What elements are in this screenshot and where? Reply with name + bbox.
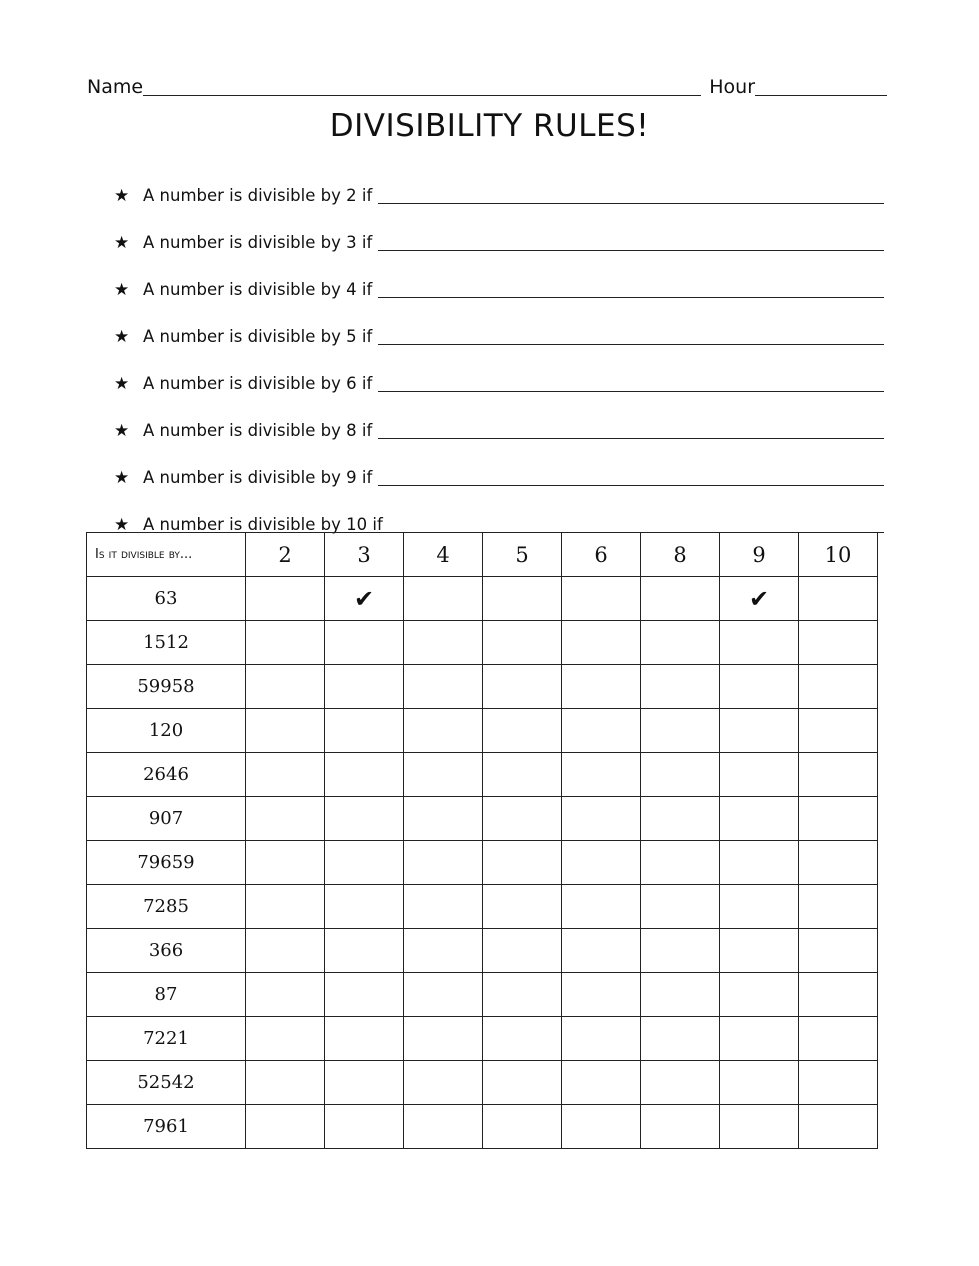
answer-cell[interactable] bbox=[325, 665, 404, 709]
answer-cell[interactable] bbox=[720, 753, 799, 797]
answer-cell[interactable] bbox=[799, 577, 878, 621]
row-number: 79659 bbox=[87, 841, 246, 885]
table-row bbox=[87, 665, 878, 709]
answer-cell[interactable] bbox=[246, 665, 325, 709]
answer-cell[interactable] bbox=[799, 621, 878, 665]
answer-cell[interactable] bbox=[641, 577, 720, 621]
answer-cell[interactable] bbox=[325, 1061, 404, 1105]
star-icon: ★ bbox=[114, 515, 130, 535]
rule-text: A number is divisible by 6 if bbox=[143, 374, 373, 393]
answer-cell[interactable] bbox=[641, 929, 720, 973]
answer-cell[interactable] bbox=[720, 841, 799, 885]
answer-cell[interactable] bbox=[246, 1105, 325, 1149]
answer-cell[interactable] bbox=[483, 797, 562, 841]
answer-cell[interactable] bbox=[404, 1105, 483, 1149]
answer-cell[interactable] bbox=[562, 1061, 641, 1105]
answer-cell[interactable] bbox=[799, 753, 878, 797]
hour-field[interactable] bbox=[755, 95, 887, 96]
answer-cell[interactable] bbox=[562, 577, 641, 621]
row-number: 366 bbox=[87, 929, 246, 973]
answer-cell[interactable] bbox=[325, 621, 404, 665]
answer-cell[interactable] bbox=[562, 621, 641, 665]
answer-cell[interactable] bbox=[562, 1017, 641, 1061]
answer-cell[interactable] bbox=[641, 753, 720, 797]
answer-cell[interactable] bbox=[483, 1017, 562, 1061]
answer-cell[interactable] bbox=[246, 797, 325, 841]
star-icon: ★ bbox=[114, 186, 130, 206]
answer-cell[interactable] bbox=[720, 1017, 799, 1061]
answer-cell[interactable] bbox=[720, 1105, 799, 1149]
table-row bbox=[87, 973, 878, 1017]
answer-cell[interactable] bbox=[246, 929, 325, 973]
answer-cell[interactable] bbox=[720, 577, 799, 621]
answer-cell[interactable] bbox=[799, 709, 878, 753]
rule-answer-blank[interactable] bbox=[378, 391, 884, 392]
answer-cell[interactable] bbox=[641, 665, 720, 709]
rule-text: A number is divisible by 3 if bbox=[143, 233, 373, 252]
answer-cell[interactable] bbox=[404, 665, 483, 709]
rule-item bbox=[114, 160, 884, 207]
answer-cell[interactable] bbox=[641, 709, 720, 753]
answer-cell[interactable] bbox=[404, 885, 483, 929]
answer-cell[interactable] bbox=[325, 929, 404, 973]
row-number: 59958 bbox=[87, 665, 246, 709]
answer-cell[interactable] bbox=[641, 797, 720, 841]
name-field[interactable] bbox=[143, 95, 701, 96]
answer-cell[interactable] bbox=[562, 929, 641, 973]
answer-cell[interactable] bbox=[404, 621, 483, 665]
answer-cell[interactable] bbox=[483, 577, 562, 621]
answer-cell[interactable] bbox=[720, 1061, 799, 1105]
answer-cell[interactable] bbox=[246, 709, 325, 753]
answer-cell[interactable] bbox=[404, 577, 483, 621]
table-row bbox=[87, 621, 878, 665]
answer-cell[interactable] bbox=[641, 1017, 720, 1061]
answer-cell[interactable] bbox=[562, 709, 641, 753]
row-number: 7285 bbox=[87, 885, 246, 929]
answer-cell[interactable] bbox=[720, 797, 799, 841]
divisor-header: 5 bbox=[483, 533, 562, 577]
answer-cell[interactable] bbox=[404, 929, 483, 973]
answer-cell[interactable] bbox=[483, 1105, 562, 1149]
answer-cell[interactable] bbox=[325, 577, 404, 621]
answer-cell[interactable] bbox=[246, 973, 325, 1017]
answer-cell[interactable] bbox=[641, 885, 720, 929]
rule-text: A number is divisible by 8 if bbox=[143, 421, 373, 440]
row-number: 87 bbox=[87, 973, 246, 1017]
answer-cell[interactable] bbox=[483, 885, 562, 929]
answer-cell[interactable] bbox=[325, 841, 404, 885]
answer-cell[interactable] bbox=[562, 665, 641, 709]
rule-answer-blank[interactable] bbox=[378, 203, 884, 204]
answer-cell[interactable] bbox=[483, 665, 562, 709]
divisor-header: 2 bbox=[246, 533, 325, 577]
answer-cell[interactable] bbox=[562, 1105, 641, 1149]
rule-item bbox=[114, 254, 884, 301]
answer-cell[interactable] bbox=[641, 1105, 720, 1149]
divisor-header: 8 bbox=[641, 533, 720, 577]
answer-cell[interactable] bbox=[720, 621, 799, 665]
rule-item bbox=[114, 442, 884, 489]
answer-cell[interactable] bbox=[562, 797, 641, 841]
divisor-header: 4 bbox=[404, 533, 483, 577]
rule-item bbox=[114, 301, 884, 348]
table-row bbox=[87, 1105, 878, 1149]
rule-item bbox=[114, 489, 884, 536]
answer-cell[interactable] bbox=[325, 885, 404, 929]
divisibility-table bbox=[86, 532, 878, 1149]
table-row bbox=[87, 577, 878, 621]
rule-text: A number is divisible by 10 if bbox=[143, 515, 383, 534]
star-icon: ★ bbox=[114, 280, 130, 300]
name-label: Name bbox=[87, 76, 144, 98]
hour-label: Hour bbox=[709, 76, 755, 98]
answer-cell[interactable] bbox=[325, 1105, 404, 1149]
answer-cell[interactable] bbox=[404, 973, 483, 1017]
table-row bbox=[87, 929, 878, 973]
check-mark-icon: ✔ bbox=[353, 584, 375, 613]
answer-cell[interactable] bbox=[404, 797, 483, 841]
answer-cell[interactable] bbox=[562, 885, 641, 929]
row-number: 63 bbox=[87, 577, 246, 621]
answer-cell[interactable] bbox=[404, 1061, 483, 1105]
rule-item bbox=[114, 348, 884, 395]
answer-cell[interactable] bbox=[562, 841, 641, 885]
answer-cell[interactable] bbox=[483, 1061, 562, 1105]
answer-cell[interactable] bbox=[246, 1017, 325, 1061]
rule-answer-blank[interactable] bbox=[378, 344, 884, 345]
answer-cell[interactable] bbox=[246, 1061, 325, 1105]
rule-text: A number is divisible by 9 if bbox=[143, 468, 373, 487]
answer-cell[interactable] bbox=[483, 621, 562, 665]
answer-cell[interactable] bbox=[483, 929, 562, 973]
answer-cell[interactable] bbox=[799, 973, 878, 1017]
table-row bbox=[87, 709, 878, 753]
answer-cell[interactable] bbox=[404, 709, 483, 753]
rule-answer-blank[interactable] bbox=[378, 485, 884, 486]
rule-answer-blank[interactable] bbox=[378, 297, 884, 298]
answer-cell[interactable] bbox=[799, 797, 878, 841]
header-row bbox=[87, 72, 887, 98]
table-row bbox=[87, 797, 878, 841]
answer-cell[interactable] bbox=[799, 885, 878, 929]
rule-text: A number is divisible by 4 if bbox=[143, 280, 373, 299]
rule-item bbox=[114, 395, 884, 442]
answer-cell[interactable] bbox=[720, 885, 799, 929]
answer-cell[interactable] bbox=[641, 841, 720, 885]
star-icon: ★ bbox=[114, 327, 130, 347]
row-number: 1512 bbox=[87, 621, 246, 665]
divisor-header: 10 bbox=[799, 533, 878, 577]
answer-cell[interactable] bbox=[246, 885, 325, 929]
answer-cell[interactable] bbox=[246, 621, 325, 665]
answer-cell[interactable] bbox=[720, 929, 799, 973]
page-title: DIVISIBILITY RULES! bbox=[329, 108, 650, 144]
row-number: 7961 bbox=[87, 1105, 246, 1149]
check-mark-icon: ✔ bbox=[748, 584, 770, 613]
star-icon: ★ bbox=[114, 233, 130, 253]
answer-cell[interactable] bbox=[799, 1017, 878, 1061]
star-icon: ★ bbox=[114, 374, 130, 394]
answer-cell[interactable] bbox=[720, 709, 799, 753]
row-number: 2646 bbox=[87, 753, 246, 797]
rule-answer-blank[interactable] bbox=[378, 250, 884, 251]
answer-cell[interactable] bbox=[325, 1017, 404, 1061]
row-number: 7221 bbox=[87, 1017, 246, 1061]
answer-cell[interactable] bbox=[799, 1105, 878, 1149]
answer-cell[interactable] bbox=[799, 665, 878, 709]
answer-cell[interactable] bbox=[404, 753, 483, 797]
rule-text: A number is divisible by 2 if bbox=[143, 186, 373, 205]
answer-cell[interactable] bbox=[483, 709, 562, 753]
row-number: 907 bbox=[87, 797, 246, 841]
answer-cell[interactable] bbox=[799, 841, 878, 885]
answer-cell[interactable] bbox=[799, 929, 878, 973]
table-row bbox=[87, 885, 878, 929]
answer-cell[interactable] bbox=[325, 709, 404, 753]
answer-cell[interactable] bbox=[641, 973, 720, 1017]
table-row bbox=[87, 753, 878, 797]
divisor-header: 6 bbox=[562, 533, 641, 577]
row-number: 52542 bbox=[87, 1061, 246, 1105]
rule-text: A number is divisible by 5 if bbox=[143, 327, 373, 346]
answer-cell[interactable] bbox=[562, 973, 641, 1017]
answer-cell[interactable] bbox=[483, 841, 562, 885]
answer-cell[interactable] bbox=[483, 973, 562, 1017]
table-header-row bbox=[87, 533, 878, 577]
table-row bbox=[87, 1061, 878, 1105]
answer-cell[interactable] bbox=[325, 973, 404, 1017]
answer-cell[interactable] bbox=[562, 753, 641, 797]
table-row bbox=[87, 841, 878, 885]
answer-cell[interactable] bbox=[246, 577, 325, 621]
table-row bbox=[87, 1017, 878, 1061]
answer-cell[interactable] bbox=[246, 841, 325, 885]
answer-cell[interactable] bbox=[325, 797, 404, 841]
answer-cell[interactable] bbox=[246, 753, 325, 797]
answer-cell[interactable] bbox=[404, 1017, 483, 1061]
answer-cell[interactable] bbox=[720, 665, 799, 709]
answer-cell[interactable] bbox=[483, 753, 562, 797]
star-icon: ★ bbox=[114, 468, 130, 488]
corner-label: Is it divisible by... bbox=[87, 533, 246, 577]
star-icon: ★ bbox=[114, 421, 130, 441]
divisor-header: 9 bbox=[720, 533, 799, 577]
answer-cell[interactable] bbox=[641, 1061, 720, 1105]
answer-cell[interactable] bbox=[641, 621, 720, 665]
rules-list bbox=[114, 160, 884, 536]
answer-cell[interactable] bbox=[799, 1061, 878, 1105]
answer-cell[interactable] bbox=[404, 841, 483, 885]
answer-cell[interactable] bbox=[720, 973, 799, 1017]
answer-cell[interactable] bbox=[325, 753, 404, 797]
rule-item bbox=[114, 207, 884, 254]
divisor-header: 3 bbox=[325, 533, 404, 577]
row-number: 120 bbox=[87, 709, 246, 753]
rule-answer-blank[interactable] bbox=[378, 438, 884, 439]
